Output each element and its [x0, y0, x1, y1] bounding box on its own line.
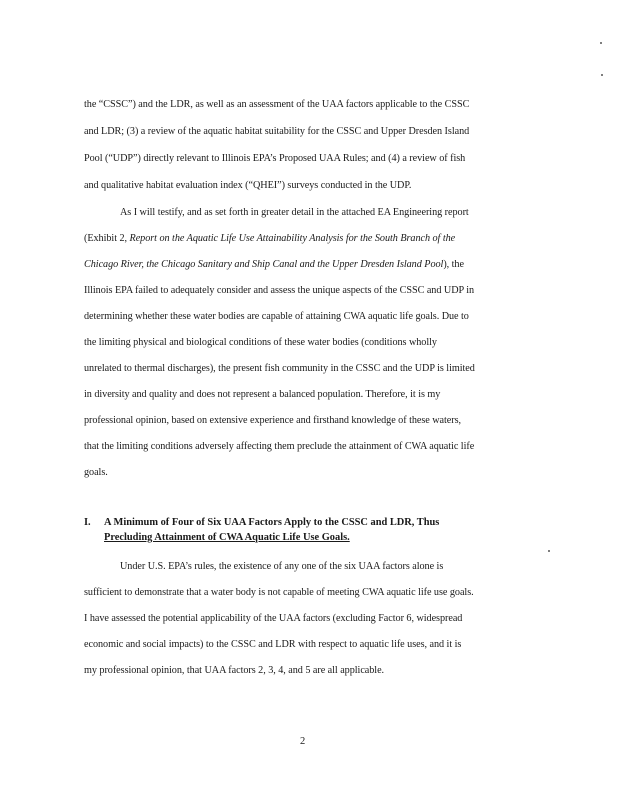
body-text-line: professional opinion, based on extensive experience and firsthand knowledge of these waters,: [84, 415, 462, 426]
body-text-line: the limiting physical and biological conditions of these water bodies (conditions wholly: [84, 337, 437, 348]
body-text-line: the “CSSC”) and the LDR, as well as an assessment of the UAA factors applicable to the CSSC: [84, 99, 470, 110]
body-text-line: Illinois EPA failed to adequately consider and assess the unique aspects of the CSSC and UDP in: [84, 285, 475, 296]
body-text-line: my professional opinion, that UAA factors 2, 3, 4, and 5 are all applicable.: [84, 665, 385, 676]
body-text-line: unrelated to thermal discharges), the present fish community in the CSSC and the UDP is limited: [84, 363, 475, 374]
body-text-line: and qualitative habitat evaluation index (“QHEI”) surveys conducted in the UDP.: [84, 180, 412, 191]
section-heading-text: Precluding Attainment of CWA Aquatic Life Use Goals.: [104, 532, 350, 543]
body-text-line: As I will testify, and as set forth in greater detail in the attached EA Engineering report: [120, 207, 469, 218]
report-title-part-1: Report on the Aquatic Life Use Attainability Analysis for the South Branch of the: [129, 233, 456, 244]
body-text-fragment: ), the: [443, 259, 464, 270]
body-text-line: in diversity and quality and does not represent a balanced population. Therefore, it is my: [84, 389, 441, 400]
body-text-line: Under U.S. EPA’s rules, the existence of any one of the six UAA factors alone is: [120, 561, 444, 572]
body-text-fragment: (Exhibit 2,: [84, 233, 130, 244]
page-number: 2: [300, 736, 306, 747]
body-text-line: that the limiting conditions adversely affecting them preclude the attainment of CWA aquatic life: [84, 441, 475, 452]
body-text-line: economic and social impacts) to the CSSC and LDR with respect to aquatic life uses, and it is: [84, 639, 462, 650]
body-text-line: [84, 259, 464, 270]
report-title-part-2: Chicago River, the Chicago Sanitary and Ship Canal and the Upper Dresden Island Pool: [84, 259, 444, 270]
scan-speck: [548, 550, 550, 552]
body-text-line: I have assessed the potential applicability of the UAA factors (excluding Factor 6, widespread: [84, 613, 463, 624]
body-text-line: goals.: [84, 467, 108, 478]
section-heading-line-1: A Minimum of Four of Six UAA Factors Apply to the CSSC and LDR, Thus: [104, 517, 440, 528]
body-text-line: determining whether these water bodies are capable of attaining CWA aquatic life goals. Due to: [84, 311, 469, 322]
section-number: I.: [84, 517, 91, 528]
body-text-line: sufficient to demonstrate that a water body is not capable of meeting CWA aquatic life use goals.: [84, 587, 474, 598]
scan-speck: [601, 74, 603, 76]
body-text-line: [84, 233, 455, 244]
scan-speck: [600, 42, 602, 44]
section-heading-line-2: [104, 532, 350, 543]
body-text-line: and LDR; (3) a review of the aquatic habitat suitability for the CSSC and Upper Dresden Island: [84, 126, 470, 137]
body-text-line: Pool (“UDP”) directly relevant to Illinois EPA’s Proposed UAA Rules; and (4) a review of fish: [84, 153, 466, 164]
